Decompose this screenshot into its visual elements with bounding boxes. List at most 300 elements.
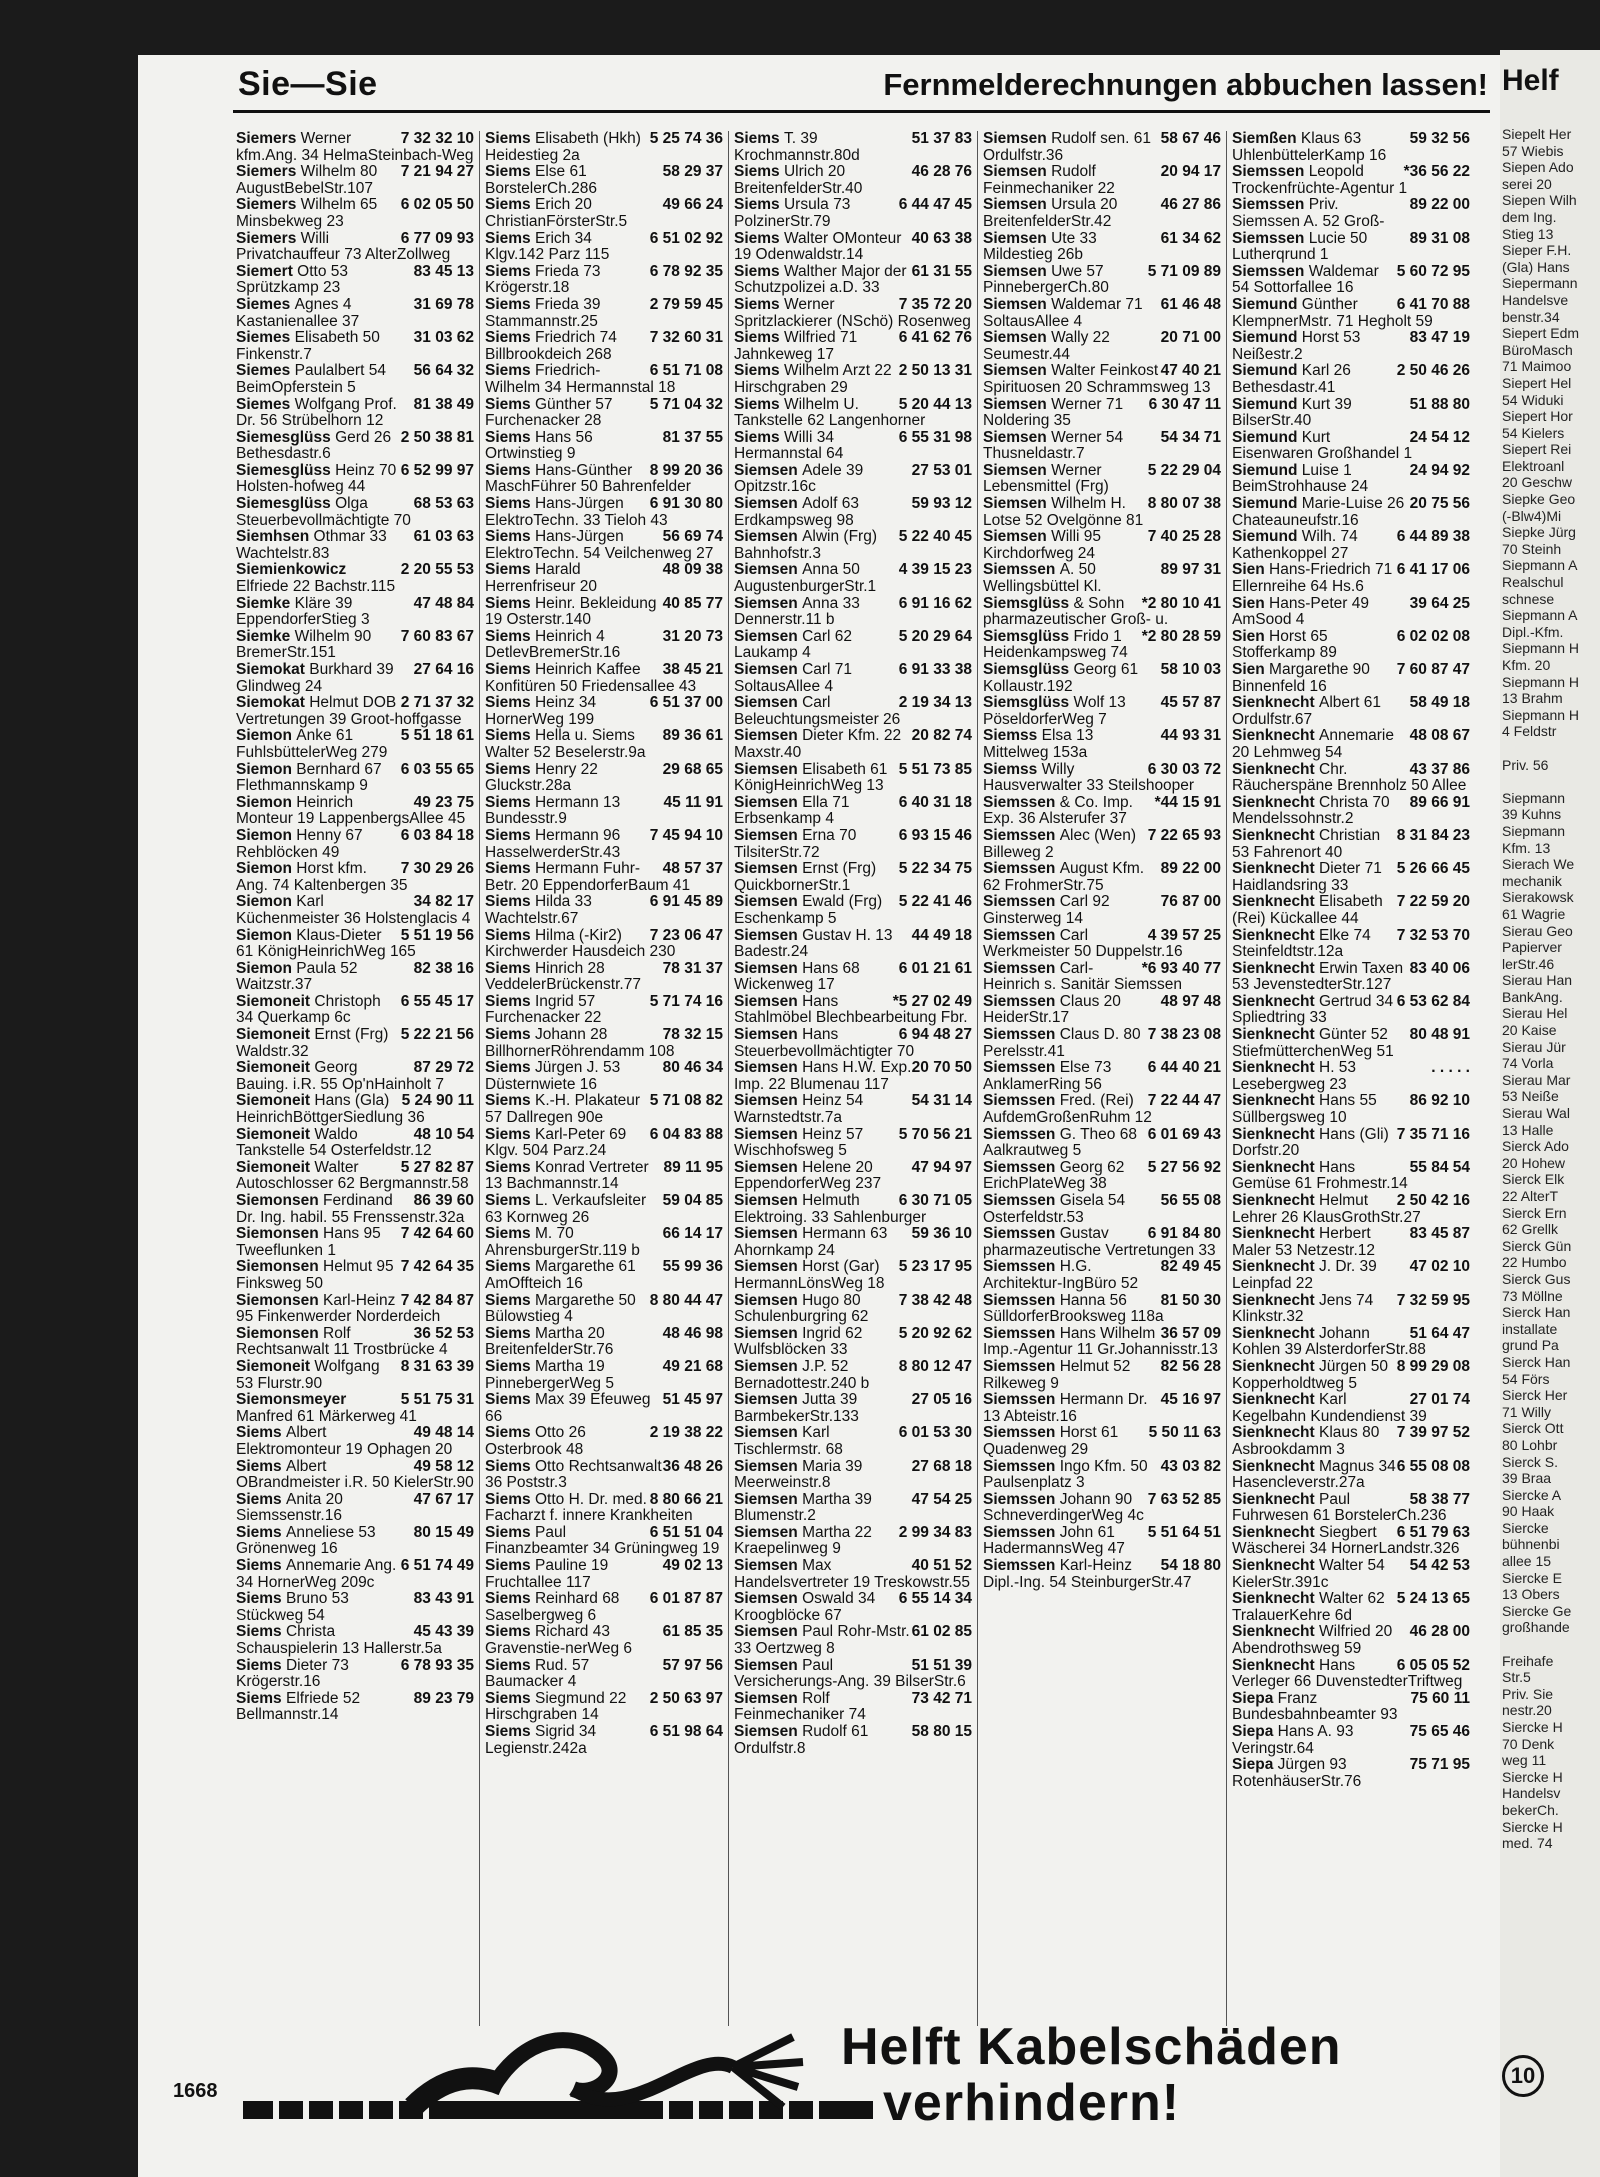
listing-name: Siemsen (734, 496, 803, 513)
listing-details: Ingo Kfm. 50 Paulsenplatz 3 (983, 1458, 1148, 1492)
listing-details: Hanna 56 SülldorferBrooksweg 118a (983, 1292, 1164, 1326)
listing-name: Siems (485, 662, 535, 678)
listing-phone: 7 40 25 28 (1147, 529, 1221, 546)
listing-details: Elisabeth (Hkh) Heidestieg 2a (485, 131, 641, 164)
listing-details: Reinhard 68 Saselbergweg 6 (485, 1591, 620, 1624)
listing-phone: 6 44 47 45 (898, 197, 972, 214)
listing-details: Gerd 26 Bethesdastr.6 (236, 429, 392, 463)
listing-name: Siems (485, 131, 535, 147)
listing-phone: 4 39 57 25 (1147, 927, 1221, 944)
listing-entry (734, 1127, 972, 1160)
listing-details: Frieda 73 Krögerstr.18 (485, 263, 601, 297)
listing-phone: 47 54 25 (911, 1491, 972, 1508)
listing-phone: 80 15 49 (413, 1524, 474, 1541)
listing-entry (485, 430, 723, 463)
listing-name: Sienknecht (1232, 993, 1319, 1010)
listing-name: Siemssen (983, 1193, 1060, 1209)
ring-number-badge: 10 (1502, 2055, 1544, 2097)
listing-details: Chr. Räucherspäne Brennholz 50 Allee (1232, 761, 1467, 795)
listing-name: Siemssen (983, 1093, 1060, 1110)
listing-entry (734, 197, 972, 230)
listing-details: Anneliese 53 Grönenweg 16 (236, 1524, 376, 1558)
listing-phone: 80 48 91 (1409, 1027, 1470, 1044)
listing-details: H. 53 Lesebergweg 23 (1232, 1060, 1357, 1093)
listing-phone: 6 94 48 27 (898, 1027, 972, 1044)
listing-details: Jutta 39 BarmbekerStr.133 (734, 1392, 859, 1425)
listing-details: Franz Bundesbahnbeamter 93 (1232, 1690, 1398, 1724)
listing-phone: 7 32 53 70 (1396, 927, 1470, 944)
listing-name: Siepa (1232, 1690, 1278, 1707)
listing-phone: 73 42 71 (911, 1690, 972, 1707)
listing-details: Sigrid 34 Legienstr.242a (485, 1724, 597, 1757)
listing-entry (485, 197, 723, 230)
listing-phone: 5 51 18 61 (400, 728, 474, 745)
listing-details: Margarethe 61 AmOffteich 16 (485, 1259, 636, 1292)
listing-phone: 8 99 29 08 (1396, 1358, 1470, 1375)
listing-details: Priv. Siemssen A. 52 Groß- (1232, 197, 1385, 230)
listing-name: Siemund (1232, 462, 1302, 479)
listing-details: Ella 71 Erbsenkamp 4 (734, 794, 850, 828)
listing-entry (485, 662, 723, 695)
listing-details: Anke 61 FuhlsbüttelerWeg 279 (236, 728, 388, 761)
listing-phone: 8 99 20 36 (649, 462, 723, 479)
listing-phone: 7 60 83 67 (400, 628, 474, 645)
listing-name: Siemsen (983, 131, 1052, 147)
listing-phone: 89 31 08 (1409, 230, 1470, 247)
listing-name: Siemers (236, 230, 301, 247)
listing-entry (485, 1259, 723, 1292)
listing-phone: 5 71 08 82 (649, 1093, 723, 1110)
listing-entry (1232, 1259, 1470, 1292)
listing-details: Helmut DOB Vertretungen 39 Groot-hoffgasse (236, 695, 462, 728)
listing-name: Siems (485, 164, 535, 181)
listing-name: Siemsen (734, 894, 803, 911)
listing-entry (236, 861, 474, 894)
listing-name: Siems (485, 330, 535, 347)
listing-entry (485, 1160, 723, 1193)
listing-phone: 6 41 17 06 (1396, 562, 1470, 579)
next-page-listing-fragment: Siepelt Her 57 Wiebis Siepen Ado serei 20 Siepen Wilh dem Ing. Stieg 13 Sieper F.H. (Gla) Hans Siepermann Handelsve benstr.34 Siepert Edm BüroMasch 71 Maimoo Siepert Hel 54 Widuki Siepert Hor 54 Kielers Siepert Rei Elektroanl 20 Geschw Siepke Geo (-Blw4)Mi Siepke Jürg 70 Steinh Siepmann A Realschul schnese Siepmann A Dipl.-Kfm. Siepmann H Kfm. 20 Siepmann H 13 Brahm Siepmann H 4 Feldstr Priv. 56 Siepmann 39 Kuhns Siepmann Kfm. 13 Sierach We mechanik Sierakowsk 61 Wagrie Sierau Geo Papierver lerStr.46 Sierau Han BankAng. Sierau Hel 20 Kaise Sierau Jür 74 Vorla Sierau Mar 53 Neiße Sierau Wal 13 Halle Sierck Ado 20 Hohew Sierck Elk 22 AlterT Sierck Ern 62 Grellk Sierck Gün 22 Humbo Sierck Gus 73 Möllne Sierck Han installate grund Pa Sierck Han 54 Förs Sierck Her 71 Willy Sierck Ott 80 Lohbr Sierck S. 39 Braa Siercke A 90 Haak Siercke bühnenbi allee 15 Siercke E 13 Obers Siercke Ge großhande Freihafe Str.5 Priv. Sie nestr.20 Siercke H 70 Denk weg 11 Siercke H Handelsv bekerCh. Siercke H med. 74 (1502, 126, 1580, 1852)
header-rule (233, 110, 1490, 113)
listing-entry (734, 463, 972, 496)
listing-name: Siems (485, 1491, 535, 1508)
listing-details: Erich 34 Klgv.142 Parz 115 (485, 230, 610, 264)
listing-entry (734, 1724, 972, 1757)
listing-phone: 6 55 31 98 (898, 429, 972, 446)
listing-details: Siegmund 22 Hirschgraben 14 (485, 1690, 627, 1724)
listing-entry (236, 1492, 474, 1525)
listing-phone: 61 02 85 (911, 1624, 972, 1641)
listing-entry (1232, 1359, 1470, 1392)
listing-phone: 48 46 98 (662, 1325, 723, 1342)
listing-entry (734, 164, 972, 197)
listing-entry (734, 529, 972, 562)
listing-name: Siemund (1232, 429, 1302, 446)
listing-name: Siemsen (734, 1325, 803, 1342)
listing-phone: 59 04 85 (662, 1193, 723, 1209)
listing-name: Siemsglüss (983, 595, 1074, 612)
listing-entry (1232, 1093, 1470, 1126)
listing-details: Gustav H. 13 Badestr.24 (734, 927, 893, 961)
listing-name: Siems (485, 1524, 535, 1541)
listing-details: Paul Rohr-Mstr. 33 Oertzweg 8 (734, 1624, 910, 1658)
listing-details: Frieda 39 Stammannstr.25 (485, 296, 601, 330)
listing-phone: 57 97 56 (662, 1657, 723, 1674)
listing-entry (734, 1525, 972, 1558)
listing-phone: 54 31 14 (911, 1093, 972, 1110)
listing-name: Sien (1232, 662, 1270, 678)
listing-phone: 8 80 07 38 (1147, 496, 1221, 513)
listing-entry (983, 596, 1221, 629)
listing-phone: 8 80 44 47 (649, 1292, 723, 1309)
listing-entry (485, 164, 723, 197)
listing-details: Horst (Gar) HermannLönsWeg 18 (734, 1259, 885, 1292)
listing-entry (485, 1193, 723, 1226)
listing-phone: 59 32 56 (1409, 131, 1470, 147)
listing-details: Olga Steuerbevollmächtigte 70 (236, 496, 411, 529)
listing-name: Siemsen (734, 1292, 803, 1309)
listing-name: Siemsglüss (983, 662, 1074, 678)
listing-phone: 83 40 06 (1409, 960, 1470, 977)
listing-details: Hans-Jürgen ElektroTechn. 33 Tieloh 43 (485, 496, 668, 529)
listing-entry (1232, 894, 1470, 927)
listing-name: Siemonsen (236, 1193, 323, 1209)
listing-phone: 2 50 46 26 (1396, 363, 1470, 380)
listing-entry (983, 928, 1221, 961)
listing-entry (485, 363, 723, 396)
listing-details: Helene 20 EppendorferWeg 237 (734, 1159, 882, 1193)
listing-details: H.G. Architektur-IngBüro 52 (983, 1259, 1139, 1292)
listing-details: Wilhelm Arzt 22 Hirschgraben 29 (734, 363, 892, 396)
listing-details: Heinz 57 Wischhofsweg 5 (734, 1126, 864, 1160)
column-divider (728, 131, 729, 2026)
listing-entry (1232, 695, 1470, 728)
listing-phone: 31 20 73 (662, 628, 723, 645)
listing-entry (983, 961, 1221, 994)
listing-details: Hans A. 93 Veringstr.64 (1232, 1724, 1354, 1757)
listing-phone: 56 69 74 (662, 529, 723, 546)
listing-details: Hermann 96 HasselwerderStr.43 (485, 827, 621, 861)
listing-name: Siemon (236, 894, 297, 911)
listing-details: Hans-Jürgen ElektroTechn. 54 Veilchenweg 27 (485, 529, 714, 562)
listing-entry (485, 1591, 723, 1624)
listing-phone: 82 49 45 (1160, 1259, 1221, 1276)
listing-phone: 27 68 18 (911, 1458, 972, 1475)
listing-entry (734, 695, 972, 728)
listing-details: Carl Beleuchtungsmeister 26 (734, 695, 901, 728)
listing-phone: 83 47 19 (1409, 330, 1470, 347)
listing-phone: 49 58 12 (413, 1458, 474, 1475)
listing-entry (1232, 629, 1470, 662)
listing-name: Siemssen (983, 861, 1060, 878)
listing-phone: 24 54 12 (1409, 429, 1470, 446)
listing-name: Siemssen (983, 1524, 1060, 1541)
listing-phone: 2 50 38 81 (400, 429, 474, 446)
listing-entry (236, 1392, 474, 1425)
listing-column-5 (1232, 131, 1470, 1790)
listing-phone: 7 42 64 60 (400, 1226, 474, 1243)
listing-details: Hans 95 Tweeflunken 1 (236, 1226, 381, 1259)
listing-phone: 7 63 52 85 (1147, 1491, 1221, 1508)
listing-name: Siems (485, 197, 535, 214)
listing-details: Albert OBrandmeister i.R. 50 KielerStr.90 (236, 1458, 474, 1492)
listing-phone: *36 56 22 (1403, 164, 1470, 181)
listing-phone: 6 55 45 17 (400, 993, 474, 1010)
listing-details: Hilma (-Kir2) Kirchwerder Hausdeich 230 (485, 927, 676, 961)
listing-details: Gustav pharmazeutische Vertretungen 33 (983, 1226, 1216, 1259)
listing-details: Wilfried 20 Abendrothsweg 59 (1232, 1624, 1393, 1658)
listing-name: Siemssen (983, 1558, 1060, 1575)
listing-details: Ernst (Frg) Waldstr.32 (236, 1027, 389, 1060)
listing-name: Siemsen (734, 1524, 803, 1541)
listing-phone: 2 50 63 97 (649, 1690, 723, 1707)
listing-name: Siemsen (734, 1724, 803, 1740)
listing-entry (236, 1193, 474, 1226)
listing-name: Sien (1232, 628, 1270, 645)
listing-name: Siems (485, 628, 535, 645)
listing-phone: 7 21 94 27 (400, 164, 474, 181)
listing-entry (1232, 795, 1470, 828)
listing-details: G. Theo 68 Aalkrautweg 5 (983, 1126, 1137, 1160)
listing-name: Siemes (236, 396, 295, 413)
listing-entry (983, 197, 1221, 230)
listing-details: Manfred 61 Märkerweg 41 (236, 1407, 417, 1425)
listing-entry (236, 1558, 474, 1591)
listing-entry (485, 629, 723, 662)
listing-name: Siemsglüss (983, 695, 1074, 712)
listing-name: Siemssen (983, 1425, 1060, 1442)
listing-phone: 6 51 71 08 (649, 363, 723, 380)
listing-entry (1232, 762, 1470, 795)
listing-name: Siemsen (734, 1624, 803, 1641)
listing-name: Siemssen (983, 827, 1060, 844)
listing-phone: 5 20 29 64 (898, 628, 972, 645)
listing-name: Siems (485, 263, 535, 280)
listing-entry (734, 861, 972, 894)
listing-name: Siems (734, 296, 784, 313)
listing-entry (734, 496, 972, 529)
listing-name: Siems (485, 1093, 535, 1110)
listing-name: Siems (485, 1624, 535, 1641)
listing-entry (983, 231, 1221, 264)
listing-phone: 5 20 44 13 (898, 396, 972, 413)
listing-entry (734, 397, 972, 430)
listing-details: Klaus-Dieter 61 KönigHeinrichWeg 165 (236, 927, 416, 961)
listing-entry (983, 762, 1221, 795)
listing-details: Dieter 71 Haidlandsring 33 (1232, 861, 1382, 894)
listing-phone: 31 69 78 (413, 296, 474, 313)
listing-phone: 7 38 23 08 (1147, 1027, 1221, 1044)
listing-details: Georg 62 ErichPlateWeg 38 (983, 1159, 1125, 1193)
listing-phone: 6 78 92 35 (649, 263, 723, 280)
listing-entry (236, 961, 474, 994)
listing-entry (1232, 1425, 1470, 1458)
listing-details: Annemarie Ang. 34 HornerWeg 209c (236, 1558, 397, 1591)
listing-entry (734, 1591, 972, 1624)
listing-details: Hermann 63 Ahornkamp 24 (734, 1226, 888, 1259)
listing-entry (983, 695, 1221, 728)
listing-details: Otto 53 Sprützkamp 23 (236, 263, 349, 297)
listing-phone: 55 84 54 (1409, 1159, 1470, 1176)
listing-name: Siemsen (734, 761, 803, 778)
listing-phone: 82 56 28 (1160, 1358, 1221, 1375)
listing-name: Siems (734, 164, 784, 181)
listing-name: Sienknecht (1232, 1126, 1319, 1143)
listing-phone: 6 30 71 05 (898, 1193, 972, 1209)
listing-entry (983, 994, 1221, 1027)
listing-phone: 43 03 82 (1160, 1458, 1221, 1475)
listing-name: Siems (485, 927, 535, 944)
listing-entry (485, 1525, 723, 1558)
next-page-edge (1500, 50, 1600, 2177)
listing-details: Ute 33 Mildestieg 26b (983, 230, 1097, 264)
listing-entry (485, 1691, 723, 1724)
listing-entry (236, 994, 474, 1027)
listing-name: Siemonsen (236, 1325, 323, 1342)
listing-details: Uwe 57 PinnebergerCh.80 (983, 263, 1109, 297)
listing-entry (734, 894, 972, 927)
listing-entry (236, 1658, 474, 1691)
listing-name: Sienknecht (1232, 1027, 1319, 1044)
listing-name: Siems (236, 1591, 286, 1608)
listing-details: Helmut Lehrer 26 KlausGrothStr.27 (1232, 1193, 1421, 1226)
listing-details: Heinrich Monteur 19 LappenbergsAllee 45 (236, 794, 466, 828)
listing-details: Rudolf Feinmechaniker 22 (983, 164, 1115, 197)
listing-phone: 5 51 19 56 (400, 927, 474, 944)
listing-details: Rud. 57 Baumacker 4 (485, 1657, 590, 1691)
listing-details: Walter OMonteur 19 Odenwaldstr.14 (734, 230, 902, 264)
listing-entry (983, 1160, 1221, 1193)
listing-phone: 76 87 00 (1160, 894, 1221, 911)
listing-entry (983, 264, 1221, 297)
listing-phone: 7 60 87 47 (1396, 662, 1470, 678)
listing-name: Siemienkowicz (236, 562, 347, 579)
listing-details: John 61 HadermannsWeg 47 (983, 1524, 1125, 1558)
listing-entry (983, 1459, 1221, 1492)
listing-phone: 81 50 30 (1160, 1292, 1221, 1309)
listing-entry (734, 1060, 972, 1093)
listing-details: Martha 22 Kraepelinweg 9 (734, 1524, 872, 1558)
listing-name: Siems (485, 1027, 535, 1044)
listing-name: Siemsen (983, 496, 1052, 513)
listing-details: Waldemar 71 SoltausAllee 4 (983, 296, 1143, 330)
listing-name: Siemsen (734, 1657, 803, 1674)
listing-entry (236, 728, 474, 761)
listing-entry (983, 1425, 1221, 1458)
listing-phone: *5 27 02 49 (892, 993, 972, 1010)
listing-details: Rudolf sen. 61 Ordulfstr.36 (983, 131, 1152, 164)
listing-entry (1232, 1160, 1470, 1193)
listing-phone: 48 97 48 (1160, 993, 1221, 1010)
listing-entry (485, 1093, 723, 1126)
listing-entry (485, 762, 723, 795)
listing-entry (734, 1093, 972, 1126)
listing-phone: 40 85 77 (662, 595, 723, 612)
listing-name: Siems (734, 197, 784, 214)
listing-details: Burkhard 39 Glindweg 24 (236, 662, 394, 695)
listing-phone: 5 26 66 45 (1396, 861, 1470, 878)
listing-details: Carl Werkmeister 50 Duppelstr.16 (983, 927, 1183, 961)
listing-phone: 89 11 95 (663, 1159, 723, 1176)
listing-phone: 89 66 91 (1409, 794, 1470, 811)
listing-details: Herbert Maler 53 Netzestr.12 (1232, 1226, 1376, 1259)
listing-details: Henny 67 Rehblöcken 49 (236, 827, 363, 861)
listing-details: Hella u. Siems Walter 52 Beselerstr.9a (485, 728, 646, 761)
listing-details: Werner 71 Noldering 35 (983, 396, 1124, 430)
listing-phone: 5 71 09 89 (1147, 263, 1221, 280)
listing-phone: 48 08 67 (1409, 728, 1470, 745)
listing-details: J. Dr. 39 Leinpfad 22 (1232, 1259, 1377, 1292)
listing-details: Heinr. Bekleidung 19 Osterstr.140 (485, 595, 657, 629)
listing-details: Karl-Peter 69 Klgv. 504 Parz.24 (485, 1126, 627, 1160)
listing-phone: 20 94 17 (1160, 164, 1221, 181)
listing-phone: 6 55 08 08 (1396, 1458, 1470, 1475)
listing-phone: 83 45 13 (413, 263, 474, 280)
listing-entry (1232, 231, 1470, 264)
listing-phone: 36 57 09 (1160, 1325, 1221, 1342)
listing-entry (236, 330, 474, 363)
listing-name: Siemon (236, 960, 297, 977)
listing-name: Siemss (983, 761, 1042, 778)
listing-name: Sienknecht (1232, 1591, 1319, 1608)
listing-details: Hans 68 Wickenweg 17 (734, 960, 860, 994)
listing-entry (1232, 961, 1470, 994)
listing-entry (734, 728, 972, 761)
listing-phone: 31 03 62 (413, 330, 474, 347)
listing-name: Sienknecht (1232, 1292, 1319, 1309)
listing-entry (236, 928, 474, 961)
listing-phone: 6 51 74 49 (400, 1558, 474, 1575)
listing-name: Siems (485, 761, 535, 778)
listing-name: Siemsen (734, 1458, 803, 1475)
listing-entry (485, 1127, 723, 1160)
listing-details: Else 73 AnklamerRing 56 (983, 1060, 1112, 1093)
listing-details: Heinz 70 Holsten-hofweg 44 (236, 462, 397, 496)
listing-details: Ingrid 62 Wulfsblöcken 33 (734, 1325, 863, 1359)
listing-name: Siems (734, 429, 784, 446)
listing-details: M. 70 AhrensburgerStr.119 b (485, 1226, 640, 1259)
listing-phone: 89 23 79 (413, 1690, 474, 1707)
listing-name: Siems (236, 1524, 286, 1541)
listing-entry (983, 662, 1221, 695)
listing-phone: 7 30 29 26 (400, 861, 474, 878)
listing-name: Siemert (236, 263, 298, 280)
listing-phone: 6 02 05 50 (400, 197, 474, 214)
listing-entry (983, 1093, 1221, 1126)
listing-details: Horst 61 Quadenweg 29 (983, 1425, 1119, 1458)
listing-entry (1232, 1193, 1470, 1226)
listing-name: Siemsen (734, 827, 803, 844)
listing-name: Sienknecht (1232, 728, 1319, 745)
listing-entry (485, 1326, 723, 1359)
listing-details: Günther 57 Furchenacker 28 (485, 396, 613, 430)
listing-details: Lucie 50 Lutherqrund 1 (1232, 230, 1368, 264)
listing-name: Siemsen (734, 1558, 803, 1575)
listing-details: Günther KlempnerMstr. 71 Hegholt 59 (1232, 296, 1433, 330)
listing-name: Siemsen (734, 1093, 803, 1110)
listing-entry (236, 828, 474, 861)
column-divider (977, 131, 978, 2026)
listing-details: Anita 20 Siemssenstr.16 (236, 1491, 343, 1525)
listing-details: Henry 22 Gluckstr.28a (485, 761, 598, 795)
listing-entry (236, 1259, 474, 1292)
listing-name: Siemssen (1232, 230, 1309, 247)
listing-name: Siems (485, 1159, 535, 1176)
listing-details: Wilh. 74 Kathenkoppel 27 (1232, 529, 1358, 562)
listing-phone: 83 45 87 (1409, 1226, 1470, 1243)
listing-details: August Kfm. 62 FrohmerStr.75 (983, 861, 1145, 894)
listing-phone: 5 71 74 16 (649, 993, 723, 1010)
